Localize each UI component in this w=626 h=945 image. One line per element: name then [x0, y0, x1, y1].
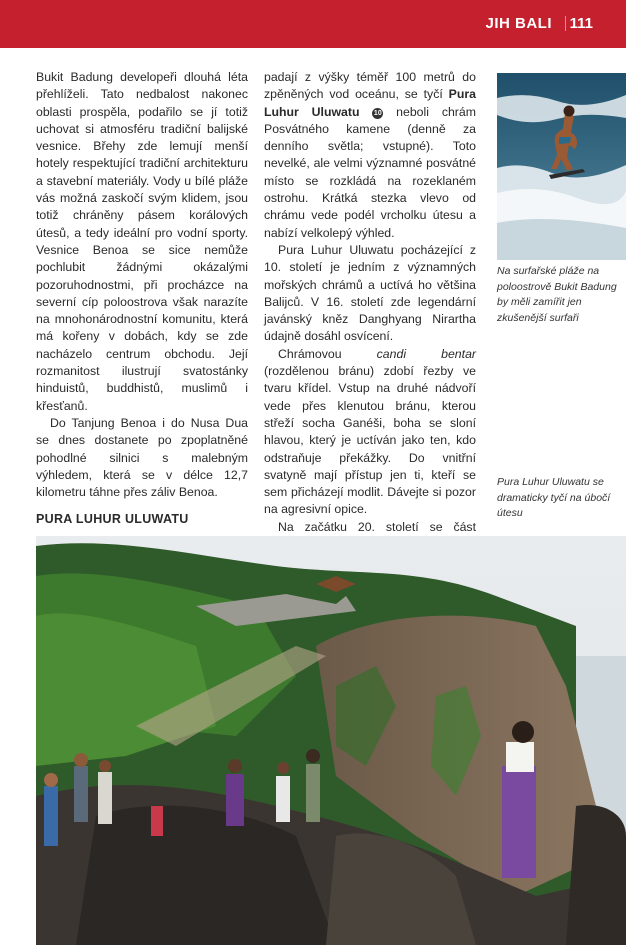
- surfer-illustration: [497, 73, 626, 260]
- page-number: 111: [569, 15, 593, 32]
- paragraph-text: (rozdělenou bránu) zdobí řezby ve tvaru křídel. Vstup na druhé nádvoří vede přes klenutou bránu, kterou střeží socha Ganéši, boha se sloní hlavou, který je uctíván jako ten, kdo odstraňuje překážky. Do vnitřní svatyně mají přístup jen ti, kteří se sem přicházejí modlit. Dávejte si pozor na agresivní opice.: [264, 364, 476, 517]
- paragraph-text: neboli chrám Posvátného kamene (denně za denního světla; vstupné). Toto nevelké, ale velmi významné posvátné místo se rozkládá na rozeklaném ostrohu. Krátká stezka vlevo od chrámu vede podél vrcholku útesu a nabízí velkolepý výhled.: [264, 104, 476, 240]
- paragraph-text: padají z výšky téměř 100 metrů do zpěněných vod oceánu, se tyčí: [264, 70, 476, 102]
- section-heading: PURA LUHUR ULUWATU: [36, 512, 189, 527]
- uluwatu-cliff-photo: [36, 536, 626, 945]
- surfer-photo: [497, 73, 626, 260]
- cliff-photo-caption: Pura Luhur Uluwatu se dramaticky tyčí na úbočí útesu: [497, 476, 611, 519]
- text-column-1: [36, 69, 248, 567]
- cliff-illustration: [36, 536, 626, 945]
- paragraph: Na začátku 20. století se část: [278, 519, 476, 534]
- paragraph: Do Tanjung Benoa i do Nusa Dua se dnes dostanete po zpoplatněné pohodlné silnici s malebným výhledem, která se v délce 12,7 kilometru táhne přes záliv Benoa.: [36, 415, 248, 500]
- page-header: [0, 0, 626, 48]
- map-marker-number-icon: 10: [373, 109, 382, 117]
- section-title: JIH BALI: [485, 15, 552, 32]
- italic-term: candi bentar: [376, 346, 477, 361]
- header-divider: [565, 16, 566, 31]
- paragraph: [264, 346, 476, 519]
- paragraph: Bukit Badung developeři dlouhá léta přehlíželi. Tato nedbalost nakonec oblasti prospěla, podařilo se jí totiž uchovat si atmosféru tradiční balijské vesnice. Břehy zde lemují menší hotely respektující tradiční architekturu a stavební materiály. Vody u bílé pláže vás možná zaskočí svým klidem, jsou totiž chráněny pásem korálových útesů, a tedy ideální pro vodní sporty. Vesnice Benoa se sice nemůže pochlubit žádnými okázalými pozoruhodnostmi, při procházce na severní cíp poloostrova však narazíte na mnohonárodnostní komunitu, která má kořeny v dobách, kdy se zde nacházelo centrum obchodu. Její rozmanitost ilustrují svatostánky hinduistů, buddhistů, muslimů i křesťanů.: [36, 70, 248, 413]
- paragraph: Pura Luhur Uluwatu pocházející z 10. století je jedním z významných mořských chrámů a uctívá ho většina Balijců. V 16. století zde legendární javánský kněz Danghyang Nirartha údajně dosáhl osvícení.: [264, 242, 476, 344]
- surfer-photo-caption: Na surfařské pláže na poloostrově Bukit Badung by měli zamířit jen zkušenější surfaři: [497, 265, 617, 324]
- text-column-2: [264, 69, 476, 605]
- paragraph-text: Chrámovou: [278, 346, 377, 361]
- paragraph: [264, 69, 476, 242]
- place-name: Pura Luhur Uluwatu: [264, 87, 476, 119]
